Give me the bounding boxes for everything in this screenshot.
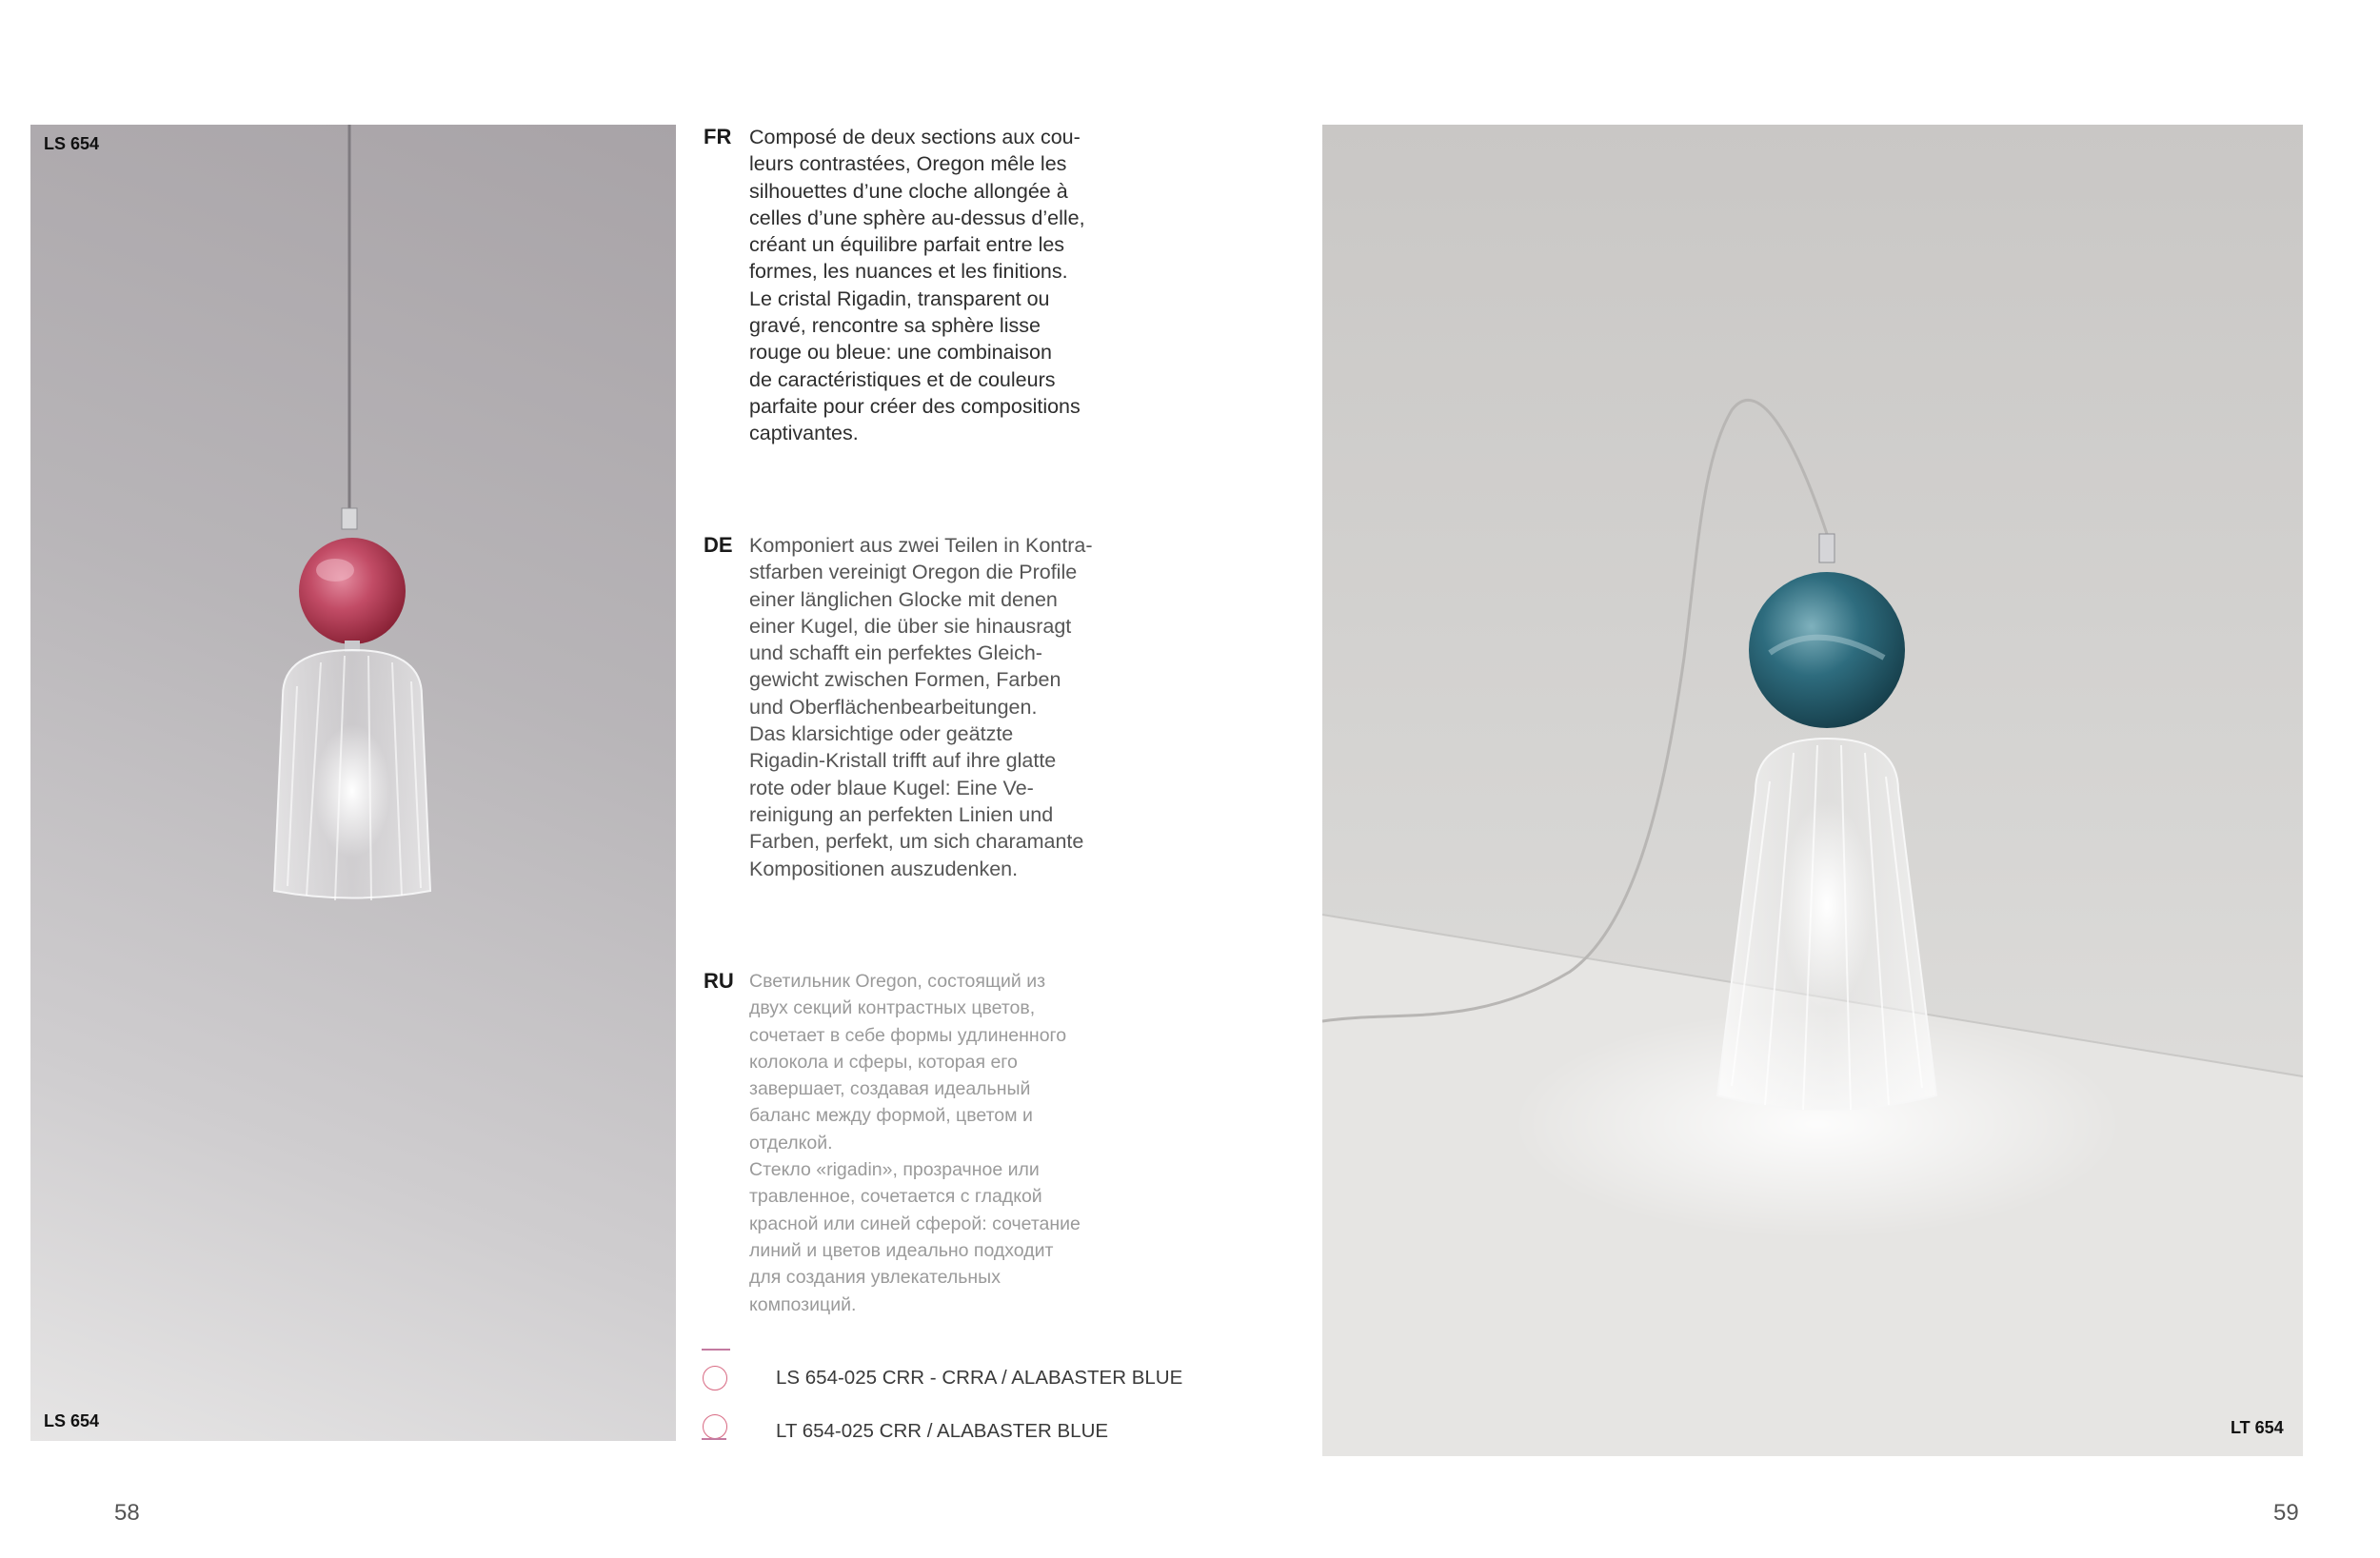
pendant-lamp-photo xyxy=(30,125,676,1441)
photo-label-bottom: LS 654 xyxy=(44,1411,100,1430)
photo-label-top: LS 654 xyxy=(44,134,100,153)
table-lamp-photo xyxy=(1322,125,2303,1456)
product-code: LT 654-025 CRR / ALABASTER BLUE xyxy=(776,1420,1109,1442)
photo-label: LT 654 xyxy=(2231,1418,2284,1437)
lang-code-ru: RU xyxy=(704,969,734,993)
description-ru: Светильник Oregon, состоящий из двух секций контрастных цветов, сочетает в себе формы удлиненного колокола и сферы, которая его завершает, создавая идеальный баланс между формой, цветом и отделкой. Стекло «rigadin», прозрачное или травленное, сочетается с гладкой красной или синей сферой: сочетание линий и цветов идеально подходит для создания увлекательных композиций. xyxy=(749,971,1081,1315)
description-de: Komponiert aus zwei Teilen in Kontra- stfarben vereinigt Oregon die Profile einer länglichen Glocke mit denen einer Kugel, die über sie hinausragt und schafft ein perfektes Gleich- gewicht zwischen Formen, Farben und Oberflächenbearbeitungen. Das klarsichtige oder geätzte Rigadin-Kristall trifft auf ihre glatte rote oder blaue Kugel: Eine Ve- reinigung an perfekten Linien und Farben, perfekt, um sich charamante Kompositionen auszudenken. xyxy=(749,534,1093,880)
product-code: LS 654-025 CRR - CRRA / ALABASTER BLUE xyxy=(776,1367,1183,1389)
circle-icon xyxy=(703,1366,727,1390)
circle-icon xyxy=(703,1414,727,1439)
page-number-right: 59 xyxy=(2273,1500,2299,1526)
lang-code-fr: FR xyxy=(704,125,732,148)
lang-code-de: DE xyxy=(704,533,733,557)
divider xyxy=(702,1349,730,1351)
page-number-left: 58 xyxy=(114,1500,140,1526)
description-fr: Composé de deux sections aux cou- leurs contrastées, Oregon mêle les silhouettes d’une cloche allongée à celles d’une sphère au-dessus d’elle, créant un équilibre parfait entre les formes, les nuances et les finitions. Le cristal Rigadin, transparent ou gravé, rencontre sa sphère lisse rouge ou bleue: une combinaison de caractéristiques et de couleurs parfaite pour créer des compositions captivantes. xyxy=(749,126,1085,445)
divider xyxy=(702,1438,726,1440)
